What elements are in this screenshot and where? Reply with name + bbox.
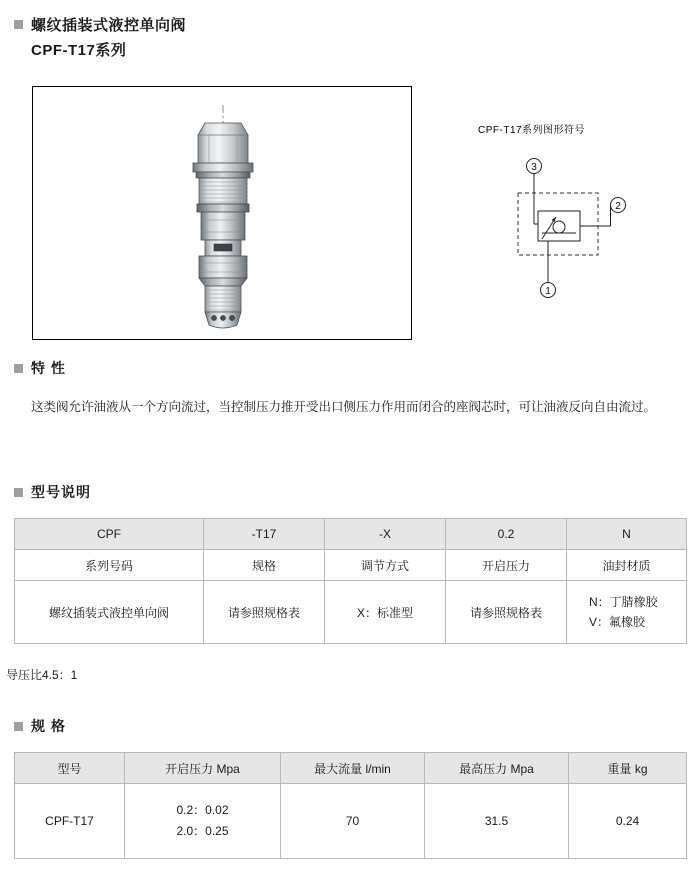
svg-text:2: 2 <box>615 201 621 212</box>
table-row <box>15 581 687 644</box>
specification-table <box>14 752 687 859</box>
model-value-cell-2: X：标准型 <box>325 581 446 644</box>
spec-cell-max-pressure: 31.5 <box>425 784 569 859</box>
symbol-caption: CPF-T17系列图形符号 <box>478 125 586 136</box>
bullet-square-icon <box>14 722 23 731</box>
cracking-pressure-line-1: 0.2：0.02 <box>176 803 229 817</box>
valve-drawing <box>33 87 411 339</box>
hydraulic-symbol-svg <box>500 155 630 300</box>
spec-header-cell-2: 最大流量 l/min <box>281 753 425 784</box>
model-header-cell-4: N <box>567 519 687 550</box>
bullet-square-icon <box>14 364 23 373</box>
spec-cell-model: CPF-T17 <box>15 784 125 859</box>
table-row <box>15 550 687 581</box>
table-row <box>15 519 687 550</box>
title-row <box>14 14 186 35</box>
model-header-cell-2: -X <box>325 519 446 550</box>
cracking-pressure-line-2: 2.0：0.25 <box>176 824 229 838</box>
model-label-cell-1: 规格 <box>204 550 325 581</box>
model-value-cell-0: 螺纹插装式液控单向阀 <box>15 581 204 644</box>
product-figure-box <box>32 86 412 340</box>
spec-header-cell-3: 最高压力 Mpa <box>425 753 569 784</box>
pilot-ratio-note: 导压比4.5：1 <box>6 668 78 682</box>
table-row <box>15 753 687 784</box>
seal-option-n: N：丁腈橡胶 <box>589 595 658 609</box>
page-title: 螺纹插装式液控单向阀 <box>31 17 187 34</box>
seal-option-v: V：氟橡胶 <box>589 615 646 629</box>
model-header-cell-1: -T17 <box>204 519 325 550</box>
model-heading: 型号说明 <box>31 484 91 500</box>
model-value-cell-4 <box>567 581 687 644</box>
spec-cell-weight: 0.24 <box>569 784 687 859</box>
section-head-features <box>14 358 66 378</box>
spec-heading: 规 格 <box>31 718 66 734</box>
model-header-cell-0: CPF <box>15 519 204 550</box>
model-label-cell-4: 油封材质 <box>567 550 687 581</box>
model-header-cell-3: 0.2 <box>446 519 567 550</box>
model-value-cell-1: 请参照规格表 <box>204 581 325 644</box>
model-label-cell-0: 系列号码 <box>15 550 204 581</box>
model-code-table <box>14 518 687 644</box>
section-head-spec <box>14 716 66 736</box>
page-subtitle: CPF-T17系列 <box>31 42 127 59</box>
features-body: 这类阀允许油液从一个方向流过，当控制压力推开受出口侧压力作用而闭合的座阀芯时，可让油液反向自由流过。 <box>31 400 657 414</box>
svg-text:1: 1 <box>545 286 551 297</box>
features-heading: 特 性 <box>31 360 66 376</box>
spec-cell-max-flow: 70 <box>281 784 425 859</box>
spec-header-cell-0: 型号 <box>15 753 125 784</box>
section-head-model <box>14 482 91 502</box>
bullet-square-icon <box>14 488 23 497</box>
spec-header-cell-4: 重量 kg <box>569 753 687 784</box>
spec-header-cell-1: 开启压力 Mpa <box>125 753 281 784</box>
model-label-cell-3: 开启压力 <box>446 550 567 581</box>
spec-cell-cracking-pressure <box>125 784 281 859</box>
svg-text:3: 3 <box>531 162 537 173</box>
bullet-square-icon <box>14 20 23 29</box>
table-row <box>15 784 687 859</box>
model-label-cell-2: 调节方式 <box>325 550 446 581</box>
valve-illustration-svg <box>33 87 413 341</box>
document-title-block <box>14 14 186 60</box>
model-value-cell-3: 请参照规格表 <box>446 581 567 644</box>
hydraulic-symbol-diagram <box>500 155 630 300</box>
